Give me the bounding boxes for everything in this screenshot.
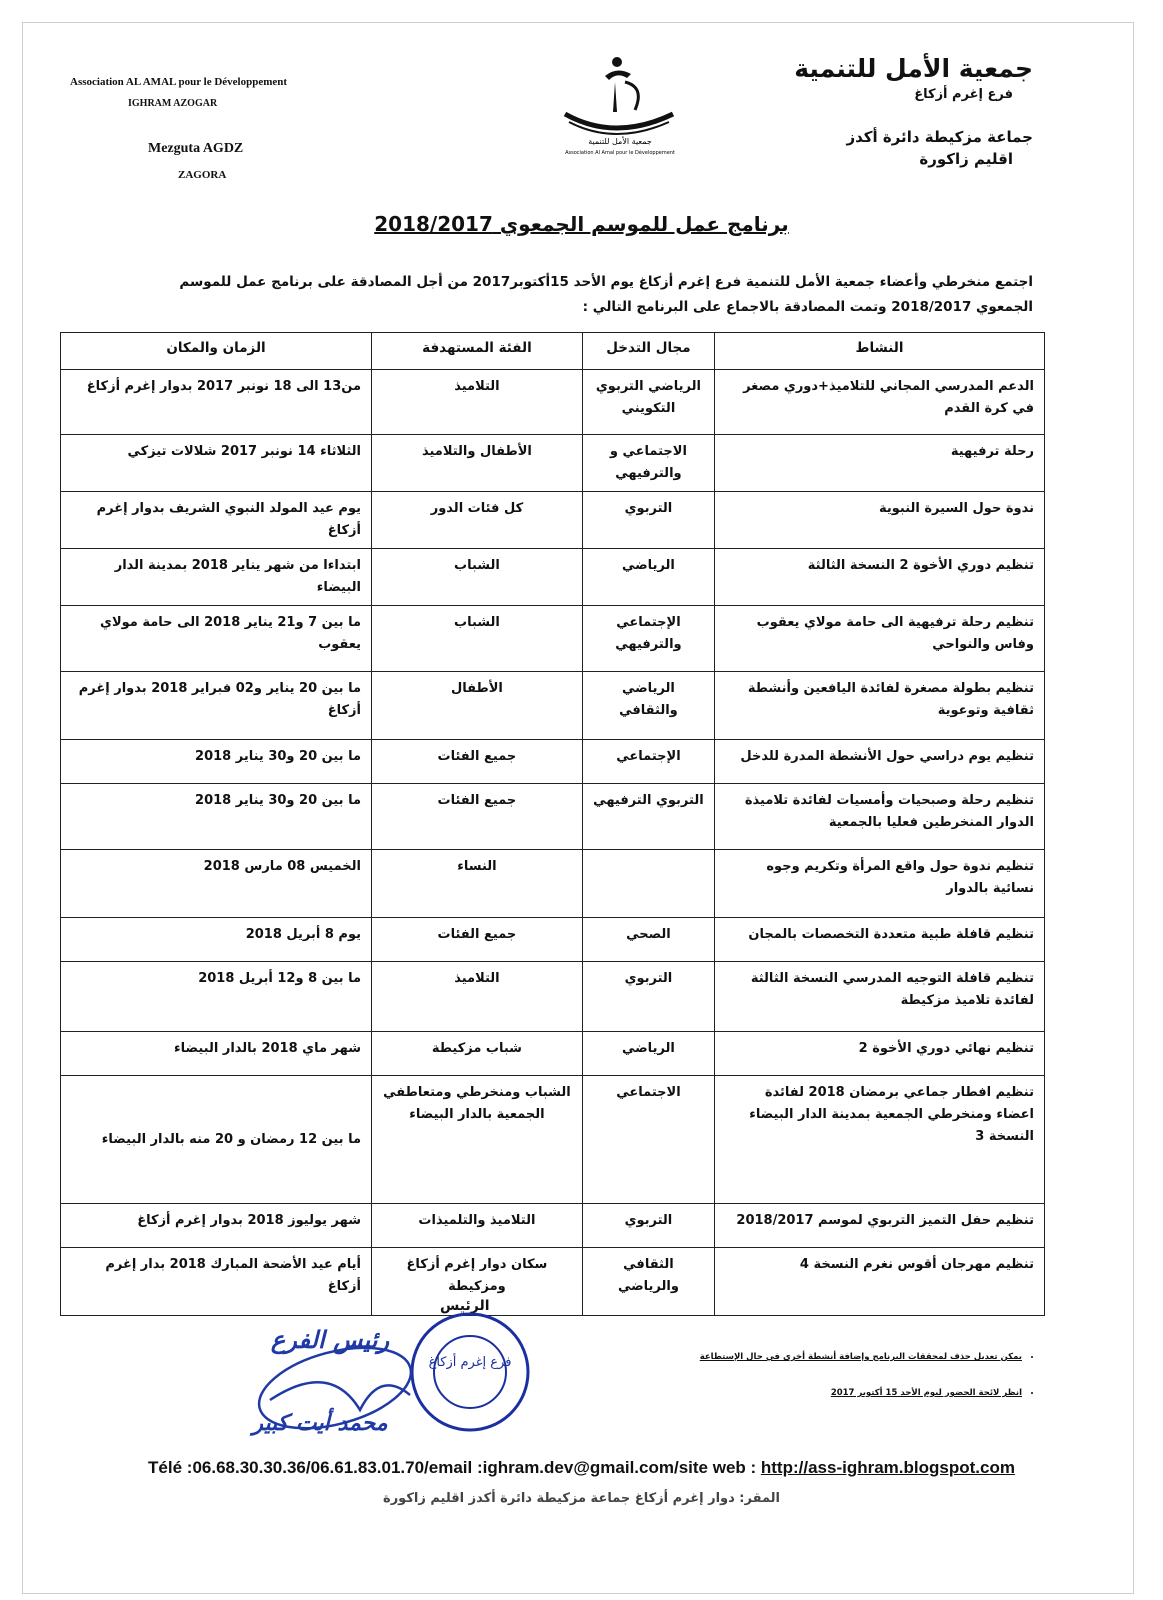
footer-address-cut: المقر: دوار إغرم أزكاغ جماعة مزكيطة دائرة أكدز اقليم زاكورة xyxy=(383,1491,780,1506)
signature-stamp-area xyxy=(210,1300,540,1450)
header-time-place: الزمان والمكان xyxy=(61,333,372,370)
cell-time-place: من13 الى 18 نونبر 2017 بدوار إغرم أزكاغ xyxy=(61,370,372,435)
branch-head-title: رئيس الفرع xyxy=(270,1325,390,1354)
cell-target: الشباب xyxy=(372,606,583,672)
cell-target: التلاميذ xyxy=(372,962,583,1032)
cell-activity: رحلة ترفيهية xyxy=(715,435,1045,492)
table-row xyxy=(61,784,1045,850)
cell-activity: تنظيم يوم دراسي حول الأنشطة المدرة للدخل xyxy=(715,740,1045,784)
table-row xyxy=(61,850,1045,918)
cell-time-place: ما بين 20 و30 يناير 2018 xyxy=(61,740,372,784)
cell-time-place: ما بين 20 و30 يناير 2018 xyxy=(61,784,372,850)
cell-target: الأطفال xyxy=(372,672,583,740)
cell-activity: تنظيم دوري الأخوة 2 النسخة الثالثة xyxy=(715,549,1045,606)
table-row xyxy=(61,435,1045,492)
commune-ar: جماعة مزكيطة دائرة أكدز xyxy=(846,128,1033,146)
cell-target: شباب مزكيطة xyxy=(372,1032,583,1076)
logo-text-ar: جمعية الأمل للتنمية xyxy=(588,137,652,146)
cell-target: كل فئات الدور xyxy=(372,492,583,549)
note-item: • انظر لائحة الحضور ليوم الأحد 15 أكتوبر 2017 xyxy=(650,1388,1022,1398)
cell-time-place: ما بين 7 و21 يناير 2018 الى حامة مولاي يعقوب xyxy=(61,606,372,672)
header-ar xyxy=(673,54,1033,168)
document-title xyxy=(0,212,1163,236)
notes xyxy=(650,1352,1040,1424)
org-name-ar: جمعية الأمل للتنمية xyxy=(794,54,1033,83)
handwritten-signature xyxy=(249,1325,419,1443)
cell-activity: تنظيم حفل التميز التربوي لموسم 2018/2017 xyxy=(715,1204,1045,1248)
cell-field: التربوي الترفيهي xyxy=(582,784,714,850)
cell-field: التربوي xyxy=(582,1204,714,1248)
cell-target: جميع الفئات xyxy=(372,740,583,784)
official-stamp xyxy=(412,1314,528,1430)
table-row xyxy=(61,1204,1045,1248)
president-label: الرئيس xyxy=(440,1298,490,1314)
cell-time-place: ما بين 20 يناير و02 فبراير 2018 بدوار إغرم أزكاغ xyxy=(61,672,372,740)
association-logo xyxy=(555,52,685,162)
document-title-text: برنامج عمل للموسم الجمعوي 2018/2017 xyxy=(374,212,789,236)
table-row xyxy=(61,962,1045,1032)
org-name-fr: Association AL AMAL pour le Développement xyxy=(70,76,288,88)
program-table xyxy=(60,332,1045,1316)
table-row xyxy=(61,1248,1045,1316)
cell-activity: تنظيم نهائي دوري الأخوة 2 xyxy=(715,1032,1045,1076)
cell-field: الثقافي والرياضي xyxy=(582,1248,714,1316)
table-row xyxy=(61,549,1045,606)
cell-field: الرياضي التربوي التكويني xyxy=(582,370,714,435)
cell-field: التربوي xyxy=(582,492,714,549)
cell-activity: تنظيم رحلة وصبحيات وأمسيات لفائدة تلاميذة الدوار المنخرطين فعليا بالجمعية xyxy=(715,784,1045,850)
cell-activity: تنظيم مهرجان أقوس نغرم النسخة 4 xyxy=(715,1248,1045,1316)
province-ar: اقليم زاكورة xyxy=(919,150,1013,168)
cell-target: الأطفال والتلاميذ xyxy=(372,435,583,492)
note-item: • يمكن تعديل حذف لمحققات البرنامج وإضافة أنشطة أخرى في حال الإستطاعة xyxy=(650,1352,1022,1362)
cell-time-place: شهر ماي 2018 بالدار البيضاء xyxy=(61,1032,372,1076)
cell-target: جميع الفئات xyxy=(372,784,583,850)
cell-target: الشباب xyxy=(372,549,583,606)
province-fr: ZAGORA xyxy=(178,169,227,181)
cell-activity: تنظيم بطولة مصغرة لفائدة اليافعين وأنشطة ثقافية وتوعوية xyxy=(715,672,1045,740)
table-row xyxy=(61,1032,1045,1076)
header-fr xyxy=(70,76,370,181)
table-row xyxy=(61,672,1045,740)
table-header-row xyxy=(61,333,1045,370)
cell-field: الرياضي xyxy=(582,549,714,606)
cell-target: التلاميذ xyxy=(372,370,583,435)
footer-contact-text: Télé :06.68.30.30.36/06.61.83.01.70/email :ighram.dev@gmail.com/site web : xyxy=(148,1458,761,1477)
intro-paragraph: اجتمع منخرطي وأعضاء جمعية الأمل للتنمية فرع إغرم أزكاغ يوم الأحد 15أكتوبر2017 من أجل المصادقة على برنامج عمل للموسم الجمعوي 2018/2017 وتمت المصادقة بالاجماع على البرنامج التالي : xyxy=(179,274,1033,315)
cell-target: سكان دوار إغرم أزكاغ ومزكيطة xyxy=(372,1248,583,1316)
cell-time-place: الخميس 08 مارس 2018 xyxy=(61,850,372,918)
cell-activity: تنظيم افطار جماعي برمضان 2018 لفائدة اعضاء ومنخرطي الجمعية بمدينة الدار البيضاء النسخة 3 xyxy=(715,1076,1045,1204)
cell-field: الصحي xyxy=(582,918,714,962)
cell-field: الرياضي xyxy=(582,1032,714,1076)
cell-target: التلاميذ والتلميذات xyxy=(372,1204,583,1248)
cell-activity: ندوة حول السيرة النبوية xyxy=(715,492,1045,549)
table-row xyxy=(61,492,1045,549)
logo-text-fr: Association Al Amal pour le Développement xyxy=(565,150,675,156)
stamp-center-text: فرع إغرم أزكاغ xyxy=(428,1355,512,1370)
table-row xyxy=(61,606,1045,672)
cell-activity: تنظيم رحلة ترفيهية الى حامة مولاي يعقوب وفاس والنواحي xyxy=(715,606,1045,672)
cell-field: التربوي xyxy=(582,962,714,1032)
table-row xyxy=(61,918,1045,962)
cell-activity: الدعم المدرسي المجاني للتلاميذ+دوري مصغر في كرة القدم xyxy=(715,370,1045,435)
footer-contact xyxy=(0,1458,1163,1478)
cell-target: جميع الفئات xyxy=(372,918,583,962)
table-row xyxy=(61,1076,1045,1204)
cell-field: الاجتماعي و والترفيهي xyxy=(582,435,714,492)
cell-field: الاجتماعي xyxy=(582,1076,714,1204)
cell-time-place: أيام عيد الأضحة المبارك 2018 بدار إغرم أزكاغ xyxy=(61,1248,372,1316)
cell-activity: تنظيم قافلة طبية متعددة التخصصات بالمجان xyxy=(715,918,1045,962)
signatory-name: محمد أيت كبير xyxy=(252,1410,388,1436)
cell-time-place: يوم عيد المولد النبوي الشريف بدوار إغرم أزكاغ xyxy=(61,492,372,549)
cell-time-place: شهر يوليوز 2018 بدوار إغرم أزكاغ xyxy=(61,1204,372,1248)
header-field: مجال التدخل xyxy=(582,333,714,370)
branch-name-ar: فرع إغرم أزكاغ xyxy=(914,87,1013,102)
cell-field xyxy=(582,850,714,918)
cell-activity: تنظيم ندوة حول واقع المرأة وتكريم وجوه نسائية بالدوار xyxy=(715,850,1045,918)
cell-time-place: ما بين 12 رمضان و 20 منه بالدار البيضاء xyxy=(61,1076,372,1204)
header-target: الفئة المستهدفة xyxy=(372,333,583,370)
table-row xyxy=(61,370,1045,435)
website-link[interactable]: http://ass-ighram.blogspot.com xyxy=(760,1458,1015,1477)
cell-activity: تنظيم قافلة التوجيه المدرسي النسخة الثالثة لفائدة تلاميذ مزكيطة xyxy=(715,962,1045,1032)
commune-fr: Mezguta AGDZ xyxy=(148,141,244,156)
cell-time-place: يوم 8 أبريل 2018 xyxy=(61,918,372,962)
header-activity: النشاط xyxy=(715,333,1045,370)
table-row xyxy=(61,740,1045,784)
branch-name-fr: IGHRAM AZOGAR xyxy=(128,98,218,109)
cell-time-place: ابتداءا من شهر يناير 2018 بمدينة الدار البيضاء xyxy=(61,549,372,606)
cell-time-place: الثلاثاء 14 نونبر 2017 شلالات تيزكي xyxy=(61,435,372,492)
cell-target: النساء xyxy=(372,850,583,918)
cell-field: الإجتماعي xyxy=(582,740,714,784)
cell-time-place: ما بين 8 و12 أبريل 2018 xyxy=(61,962,372,1032)
cell-target: الشباب ومنخرطي ومتعاطفي الجمعية بالدار البيضاء xyxy=(372,1076,583,1204)
cell-field: الرياضي والثقافي xyxy=(582,672,714,740)
cell-field: الإجتماعي والترفيهي xyxy=(582,606,714,672)
